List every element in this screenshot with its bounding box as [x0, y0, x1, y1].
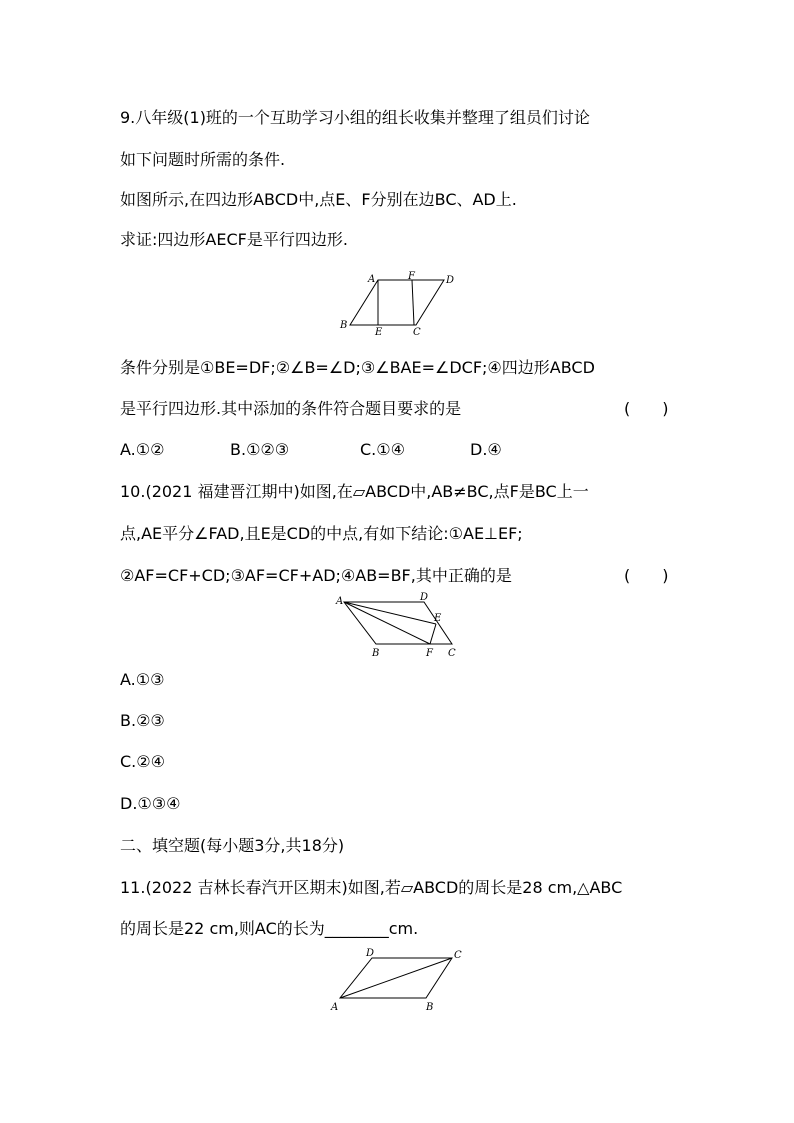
q9-line-5: 条件分别是①BE=DF;②∠B=∠D;③∠BAE=∠DCF;④四边形ABCD [120, 358, 595, 377]
q10-segment-ef [430, 624, 436, 644]
q10-label-b: B [372, 648, 380, 659]
q9-segment-fc [412, 280, 414, 325]
q9-option-d: D.④ [470, 440, 502, 459]
q9-answer-paren: ( ) [624, 399, 669, 418]
q9-label-d: D [446, 275, 455, 286]
q10-option-d: D.①③④ [120, 794, 181, 813]
q9-line-6: 是平行四边形.其中添加的条件符合题目要求的是 [120, 399, 462, 418]
q9-parallelogram [350, 280, 444, 325]
q11-label-a: A [331, 1002, 339, 1013]
q10-option-b: B.②③ [120, 711, 165, 730]
q10-label-c: C [448, 648, 456, 659]
q11-figure [328, 946, 468, 1016]
q11-label-c: C [454, 950, 462, 961]
q10-line-1: 10.(2021 福建晋江期中)如图,在▱ABCD中,AB≠BC,点F是BC上一 [120, 482, 589, 501]
q10-segment-af [344, 602, 430, 644]
q10-label-a: A [336, 596, 344, 607]
q9-label-a: A [368, 274, 376, 285]
q9-line-4: 求证:四边形AECF是平行四边形. [120, 230, 348, 249]
q10-label-e: E [434, 613, 442, 624]
q10-label-d: D [420, 592, 429, 603]
q9-option-b: B.①②③ [230, 440, 290, 459]
q11-diagonal-ac [340, 958, 452, 998]
q9-line-2: 如下问题时所需的条件. [120, 150, 286, 169]
q10-label-f: F [426, 648, 433, 659]
q9-line-1: 9.八年级(1)班的一个互助学习小组的组长收集并整理了组员们讨论 [120, 108, 590, 127]
q10-line-2: 点,AE平分∠FAD,且E是CD的中点,有如下结论:①AE⊥EF; [120, 524, 523, 543]
q11-line-2: 的周长是22 cm,则AC的长为________cm. [120, 919, 419, 938]
q10-line-3: ②AF=CF+CD;③AF=CF+AD;④AB=BF,其中正确的是 [120, 566, 512, 585]
section-2-heading: 二、填空题(每小题3分,共18分) [120, 836, 345, 855]
q9-option-a: A.①② [120, 440, 165, 459]
q9-line-3: 如图所示,在四边形ABCD中,点E、F分别在边BC、AD上. [120, 190, 517, 209]
q9-label-c: C [413, 327, 421, 338]
q9-figure [336, 270, 460, 338]
q9-label-f: F [408, 271, 415, 282]
q9-label-b: B [340, 320, 348, 331]
q11-label-b: B [426, 1002, 434, 1013]
q9-label-e: E [375, 327, 383, 338]
q9-option-c: C.①④ [360, 440, 405, 459]
q10-option-a: A.①③ [120, 670, 165, 689]
q11-line-1: 11.(2022 吉林长春汽开区期末)如图,若▱ABCD的周长是28 cm,△ABC [120, 878, 623, 897]
q11-label-d: D [366, 948, 375, 959]
q10-answer-paren: ( ) [624, 566, 669, 585]
q10-option-c: C.②④ [120, 752, 165, 771]
q10-figure [334, 592, 462, 662]
